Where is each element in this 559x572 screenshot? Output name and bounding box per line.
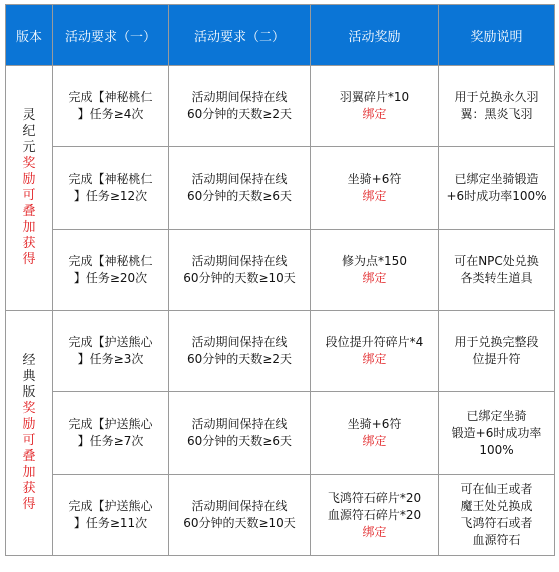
reward-description-line: 用于兑换永久羽 bbox=[454, 90, 539, 104]
requirement-2-line: 60分钟的天数≥6天 bbox=[187, 434, 292, 448]
reward-line: 羽翼碎片*10 bbox=[339, 90, 410, 104]
requirement-1-line: 】任务≥4次 bbox=[77, 107, 144, 121]
reward-line: 飞鸿符石碎片*20 bbox=[327, 490, 422, 505]
table-row bbox=[6, 392, 555, 475]
reward-description-line: 用于兑换完整段 bbox=[454, 335, 539, 349]
reward-description-line: 100% bbox=[479, 442, 514, 457]
stackable-note-char: 加 bbox=[22, 220, 36, 235]
stackable-note-char: 励 bbox=[22, 172, 36, 187]
reward-description-line: 可在仙王或者 bbox=[460, 482, 533, 496]
reward-description-cell bbox=[439, 392, 555, 475]
reward-description-line: 锻造+6时成功率 bbox=[451, 425, 542, 440]
reward-description-line: 已绑定坐骑 bbox=[466, 408, 527, 423]
stackable-note-char: 得 bbox=[22, 252, 36, 267]
stackable-note-char: 获 bbox=[22, 236, 36, 251]
stackable-note-char: 得 bbox=[22, 497, 36, 512]
version-name-char: 纪 bbox=[22, 124, 36, 139]
requirement-1-line: 】任务≥20次 bbox=[73, 271, 148, 285]
bound-label: 绑定 bbox=[362, 271, 387, 285]
requirement-1-line: 】任务≥12次 bbox=[73, 189, 148, 203]
requirement-2-cell bbox=[169, 475, 311, 556]
requirement-2-cell bbox=[169, 66, 311, 147]
reward-description-line: 已绑定坐骑锻造 bbox=[454, 172, 539, 186]
reward-description-line: 翼：黑炎飞羽 bbox=[460, 107, 533, 121]
reward-cell bbox=[311, 311, 439, 392]
stackable-note-char: 叠 bbox=[22, 204, 36, 219]
requirement-2-line: 60分钟的天数≥10天 bbox=[183, 516, 296, 530]
requirement-2-line: 活动期间保持在线 bbox=[191, 254, 288, 268]
reward-description-line: 位提升符 bbox=[472, 352, 521, 366]
header-requirement-1: 活动要求（一） bbox=[53, 5, 169, 66]
requirement-1-cell bbox=[53, 311, 169, 392]
requirement-1-cell bbox=[53, 475, 169, 556]
reward-description-line: 各类转生道具 bbox=[460, 271, 533, 285]
requirement-1-line: 完成【护送熊心 bbox=[68, 335, 153, 349]
requirement-2-line: 60分钟的天数≥2天 bbox=[187, 107, 292, 121]
reward-description-line: 血源符石 bbox=[472, 533, 521, 547]
version-name-char: 灵 bbox=[22, 108, 36, 123]
reward-description-cell bbox=[439, 147, 555, 230]
header-reward: 活动奖励 bbox=[311, 5, 439, 66]
table-row bbox=[6, 230, 555, 311]
requirement-2-line: 活动期间保持在线 bbox=[191, 499, 288, 513]
version-cell bbox=[6, 66, 53, 311]
stackable-note-char: 励 bbox=[22, 417, 36, 432]
reward-table bbox=[5, 4, 555, 556]
requirement-1-line: 完成【神秘桃仁 bbox=[68, 172, 153, 186]
requirement-2-line: 活动期间保持在线 bbox=[191, 417, 288, 431]
table-row bbox=[6, 475, 555, 556]
bound-label: 绑定 bbox=[362, 189, 387, 203]
version-name-char: 经 bbox=[22, 353, 36, 368]
bound-label: 绑定 bbox=[362, 524, 387, 539]
reward-line: 坐骑+6符 bbox=[347, 417, 402, 431]
requirement-2-cell bbox=[169, 230, 311, 311]
reward-description-cell bbox=[439, 475, 555, 556]
requirement-2-line: 活动期间保持在线 bbox=[191, 90, 288, 104]
version-cell bbox=[6, 311, 53, 556]
requirement-1-cell bbox=[53, 230, 169, 311]
requirement-1-cell bbox=[53, 147, 169, 230]
version-name-char: 典 bbox=[22, 369, 36, 384]
bound-label: 绑定 bbox=[362, 352, 387, 366]
requirement-2-line: 60分钟的天数≥6天 bbox=[187, 189, 292, 203]
reward-cell bbox=[311, 475, 439, 556]
stackable-note-char: 奖 bbox=[22, 401, 36, 416]
reward-description-cell bbox=[439, 66, 555, 147]
stackable-note-char: 叠 bbox=[22, 449, 36, 464]
requirement-1-line: 】任务≥3次 bbox=[77, 352, 144, 366]
reward-line: 坐骑+6符 bbox=[347, 172, 402, 186]
header-version: 版本 bbox=[6, 5, 53, 66]
reward-cell bbox=[311, 230, 439, 311]
reward-cell bbox=[311, 392, 439, 475]
requirement-2-cell bbox=[169, 147, 311, 230]
table-body bbox=[6, 66, 555, 556]
requirement-1-cell bbox=[53, 392, 169, 475]
requirement-1-line: 完成【护送熊心 bbox=[68, 499, 153, 513]
stackable-note-char: 奖 bbox=[22, 156, 36, 171]
requirement-2-line: 活动期间保持在线 bbox=[191, 172, 288, 186]
requirement-1-line: 】任务≥11次 bbox=[73, 516, 148, 530]
header-row bbox=[6, 5, 555, 66]
requirement-1-line: 】任务≥7次 bbox=[77, 434, 144, 448]
reward-line: 血源符石碎片*20 bbox=[327, 507, 422, 522]
table-row bbox=[6, 147, 555, 230]
requirement-1-line: 完成【神秘桃仁 bbox=[68, 90, 153, 104]
requirement-1-cell bbox=[53, 66, 169, 147]
reward-cell bbox=[311, 66, 439, 147]
reward-description-cell bbox=[439, 230, 555, 311]
stackable-note-char: 加 bbox=[22, 465, 36, 480]
stackable-note-char: 获 bbox=[22, 481, 36, 496]
reward-description-cell bbox=[439, 311, 555, 392]
reward-description-line: 飞鸿符石或者 bbox=[460, 516, 533, 530]
reward-description-line: 魔王处兑换成 bbox=[460, 499, 533, 513]
reward-description-line: +6时成功率100% bbox=[446, 189, 547, 203]
table-row bbox=[6, 66, 555, 147]
requirement-2-cell bbox=[169, 311, 311, 392]
version-name-char: 版 bbox=[22, 385, 36, 400]
requirement-1-line: 完成【护送熊心 bbox=[68, 417, 153, 431]
reward-description-line: 可在NPC处兑换 bbox=[454, 254, 539, 268]
reward-line: 修为点*150 bbox=[342, 254, 407, 268]
header-reward-description: 奖励说明 bbox=[439, 5, 555, 66]
version-name-char: 元 bbox=[22, 140, 36, 155]
requirement-2-line: 60分钟的天数≥10天 bbox=[183, 271, 296, 285]
requirement-1-line: 完成【神秘桃仁 bbox=[68, 254, 153, 268]
reward-cell bbox=[311, 147, 439, 230]
reward-line: 段位提升符碎片*4 bbox=[325, 335, 424, 349]
table-row bbox=[6, 311, 555, 392]
stackable-note-char: 可 bbox=[22, 433, 36, 448]
header-requirement-2: 活动要求（二） bbox=[169, 5, 311, 66]
bound-label: 绑定 bbox=[362, 107, 387, 121]
stackable-note-char: 可 bbox=[22, 188, 36, 203]
reward-table-container bbox=[5, 4, 555, 556]
bound-label: 绑定 bbox=[362, 434, 387, 448]
requirement-2-line: 活动期间保持在线 bbox=[191, 335, 288, 349]
requirement-2-line: 60分钟的天数≥2天 bbox=[187, 352, 292, 366]
requirement-2-cell bbox=[169, 392, 311, 475]
